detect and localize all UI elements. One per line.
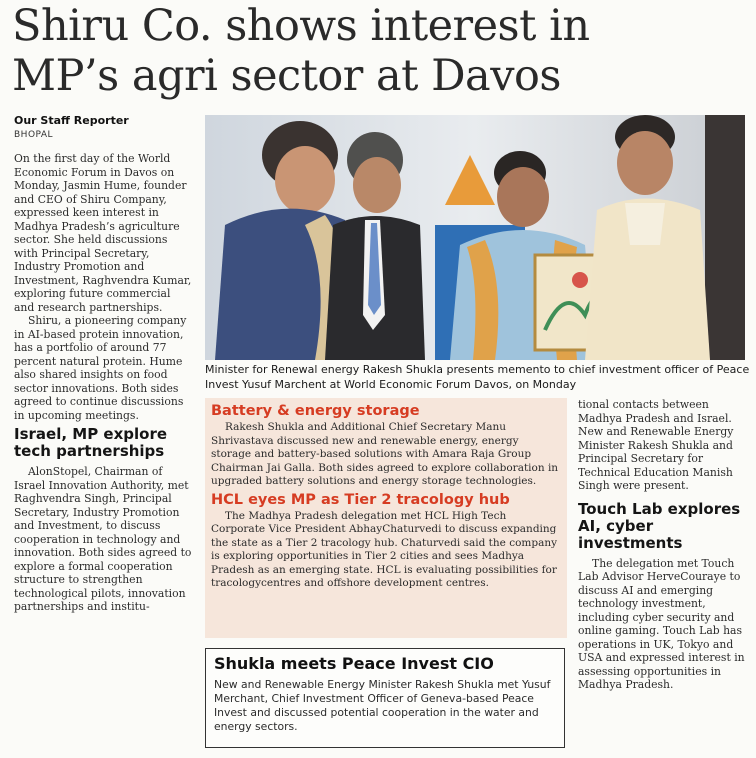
paragraph: On the first day of the World Economic Forum in Davos on Monday, Jasmin Hume, founder and CEO of Shiru Company, expressed keen interest in Madhya Pradesh’s agriculture sector. She held discussions with Principal Secretary, Industry Promotion and Investment, Raghvendra Kumar, exploring future commercial and research partnerships. — [14, 152, 192, 314]
headline-line-2: MP’s agri sector at Davos — [12, 51, 561, 101]
subhead-battery: Battery & energy storage — [211, 403, 420, 419]
paragraph: tional contacts between Madhya Pradesh and Israel. New and Renewable Energy Minister Rakesh Shukla and Principal Secretary for Technical Education Manish Singh were present. — [578, 398, 734, 492]
paragraph: The Madhya Pradesh delegation met HCL High Tech Corporate Vice President AbhayChaturvedi to discuss expanding the state as a Tier 2 tracology hub. Chaturvedi said the company is exploring opportunities in Tier 2 cities and sees Madhya Pradesh as an emerging state. HCL is evaluating possibilities for tracologycentres and offshore development centres. — [211, 509, 558, 589]
headline — [12, 0, 752, 102]
photo-caption: Minister for Renewal energy Rakesh Shukla presents memento to chief investment officer of Peace Invest Yusuf Marchent at World Economic Forum Davos, on Monday — [205, 363, 750, 391]
column-right-body — [578, 398, 750, 493]
subhead-shukla: Shukla meets Peace Invest CIO — [214, 654, 494, 673]
byline: Our Staff Reporter — [14, 114, 129, 127]
headline-line-1: Shiru Co. shows interest in — [12, 1, 590, 50]
subhead-israel: Israel, MP explore tech partnerships — [14, 425, 168, 460]
battery-body — [211, 421, 561, 489]
photo-illustration — [205, 115, 745, 360]
news-photo — [205, 115, 745, 360]
subhead-hcl: HCL eyes MP as Tier 2 tracology hub — [211, 491, 510, 508]
column-left-body-2 — [14, 465, 194, 614]
paragraph: Rakesh Shukla and Additional Chief Secretary Manu Shrivastava discussed new and renewable energy, energy storage and battery-based solutions with Amara Raja Group Chairman Jai Galla. Both sides agreed to explore collaboration in upgraded battery solutions and energy storage technologies. — [211, 421, 559, 487]
paragraph: Shiru, a pioneering company in AI-based protein innovation, has a portfolio of around 77 percent natural protein. Hume also shared insights on food sector innovations. Both sides agreed to continue discussions in upcoming meetings. — [14, 314, 187, 422]
column-right — [578, 398, 750, 692]
dateline: BHOPAL — [14, 130, 54, 140]
sidebar-box-orange — [205, 398, 567, 638]
sidebar-box-shukla — [205, 648, 565, 748]
hcl-body — [211, 510, 561, 591]
shukla-body: New and Renewable Energy Minister Rakesh Shukla met Yusuf Merchant, Chief Investment Officer of Geneva-based Peace Invest and discussed potential cooperation in the water and energy sectors. — [214, 678, 551, 733]
column-left — [14, 152, 194, 614]
column-right-body-2 — [578, 557, 750, 692]
subhead-touch-lab: Touch Lab explores AI, cyber investments — [578, 499, 741, 552]
paragraph: AlonStopel, Chairman of Israel Innovation Authority, met Raghvendra Singh, Principal Secretary, Industry Promotion and Investment, to discuss cooperation in technology and innovation. Both sides agreed to explore a formal cooperation structure to strengthen technological pilots, innovation partnerships and institu- — [14, 465, 192, 613]
column-left-body — [14, 152, 194, 422]
paragraph: The delegation met Touch Lab Advisor HerveCouraye to discuss AI and emerging technology investment, including cyber security and online gaming. Touch Lab has operations in UK, Tokyo and USA and expressed interest in assessing opportunities in Madhya Pradesh. — [578, 556, 745, 691]
